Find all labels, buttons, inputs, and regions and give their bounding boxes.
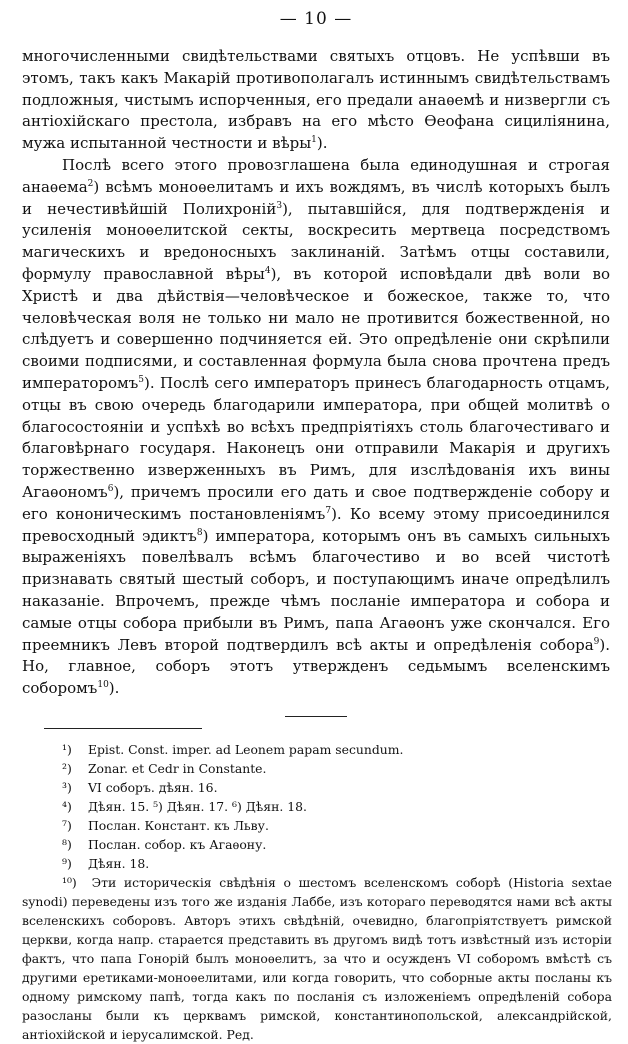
page-number: — 10 — — [279, 9, 353, 29]
footnote-7: ⁷) Послан. Констант. къ Льву. — [62, 818, 269, 833]
paragraph-1 — [22, 46, 610, 155]
page — [22, 6, 610, 717]
footnote-ref: 3 — [276, 200, 283, 211]
text-run: ). Ко всему этому присоединился превосходный эдиктъ — [22, 504, 610, 545]
footnote-3: ³) VI соборъ. дѣян. 16. — [62, 780, 218, 795]
footnote-ref: 6 — [107, 483, 114, 494]
text-run: ). — [316, 134, 328, 153]
footnote-1: ¹) Epist. Const. imper. ad Leonem papam secundum. — [62, 742, 404, 757]
footnote-ref: 7 — [325, 505, 332, 516]
footnote-ref: 1 — [311, 135, 317, 146]
text-run: ). — [108, 679, 120, 698]
text-run: ), пытавшійся, для подтвержденія и усиленія моноѳелитской секты, воскресить мертвеца посредствомъ магическихъ и вредоносныхъ заклинаній. Затѣмъ отцы составили, формулу православной вѣры — [22, 199, 610, 283]
footnote-ref: 2 — [87, 178, 94, 189]
text-run: ). Но, главное, соборъ этотъ утвержденъ седьмымъ вселенскимъ соборомъ — [22, 635, 610, 698]
footnote-9: ⁹) Дѣян. 18. — [62, 856, 150, 871]
section-divider — [285, 716, 347, 717]
footnote-ref: 9 — [593, 636, 600, 647]
text-run: ), причемъ просили его дать и свое подтвержденіе собору и его кононическимъ постановленіямъ — [22, 482, 610, 523]
text-run: многочисленными свидѣтельствами святыхъ отцовъ. Не успѣвши въ этомъ, такъ какъ Макарій противополагалъ истиннымъ свидѣтельствамъ подложныя, чистымъ испорченныя, его предали анаѳемѣ и низвергли съ антіохійскаго престола, избравъ на его мѣсто Ѳеофана сициліянина, мужа испытанной честности и вѣры — [22, 47, 610, 153]
footnote-8: ⁸) Послан. собор. къ Агаѳону. — [62, 837, 267, 852]
text-run: ). Послѣ сего императоръ принесъ благодарность отцамъ, отцы въ свою очередь благодарили императора, при общей молитвѣ о благосостояніи и успѣхѣ во всѣхъ предпріятіяхъ столь благочестиваго и благовѣрнаго государя. Наконецъ они отправили Макарія и другихъ торжественно изверженныхъ въ Римъ, для изслѣдованія ихъ вины Агаѳономъ — [22, 373, 610, 501]
footnote-ref: 5 — [138, 374, 144, 385]
main-text — [22, 46, 610, 700]
footnote-10: ¹⁰) Эти историческія свѣдѣнія о шестомъ вселенскомъ соборѣ (Historia sextae synodi) переведены изъ того же изданія Лаббе, изъ котораго переводятся нами всѣ акты вселенскихъ соборовъ. Авторъ этихъ свѣдѣній, очевидно, благопріятствуетъ римской церкви, когда напр. старается представить въ другомъ видѣ тотъ извѣстный изъ исторіи фактъ, что папа Гонорій былъ моноѳелитъ, за что и осужденъ VI соборомъ вмѣстѣ съ другими еретиками-моноѳелитами, или когда говорить, что соборные акты посланы къ одному римскому папѣ, тогда какъ по посланія съ изложеніемъ опредѣленій собора разосланы были къ церквамъ римской, константинопольской, александрійской, антіохійской и іерусалимской. Ред. — [22, 875, 612, 1042]
footnote-ref: 4 — [264, 265, 271, 276]
text-run: ), въ которой исповѣдали двѣ воли во Христѣ и два дѣйствія—человѣческое и божеское, также то, что человѣческая воля не только ни мало не противится божественной, но слѣдуетъ и совершенно подчиняется ей. Это опредѣленіе они скрѣпили своими подписями, и составленная формула была снова прочтена предъ императоромъ — [22, 264, 610, 392]
footnote-4-6: ⁴) Дѣян. 15. ⁵) Дѣян. 17. ⁶) Дѣян. 18. — [62, 799, 307, 814]
footnote-ref: 10 — [97, 680, 109, 691]
footnote-divider — [44, 728, 202, 729]
footnotes — [22, 740, 612, 1044]
paragraph-2 — [22, 155, 610, 700]
footnote-ref: 8 — [196, 527, 203, 538]
footnote-2: ²) Zonar. et Cedr in Constante. — [62, 761, 267, 776]
text-run: ) императора, которымъ онъ въ самыхъ сильныхъ выраженіяхъ повелѣвалъ всѣмъ благочестиво и во всей чистотѣ признавать святый шестый соборъ, и поступающимъ иначе опредѣлилъ наказаніе. Впрочемъ, прежде чѣмъ посланіе императора и собора и самые отцы собора прибыли въ Римъ, папа Агаѳонъ уже скончался. Его преемникъ Левъ второй подтвердилъ всѣ акты и опредѣленія собора — [22, 526, 611, 654]
text-run: Послѣ всего этого провозглашена была единодушная и строгая анаѳема — [22, 155, 610, 196]
text-run: ) всѣмъ моноѳелитамъ и ихъ вождямъ, въ числѣ которыхъ былъ и нечестивѣйшій Полихроній — [22, 177, 610, 218]
